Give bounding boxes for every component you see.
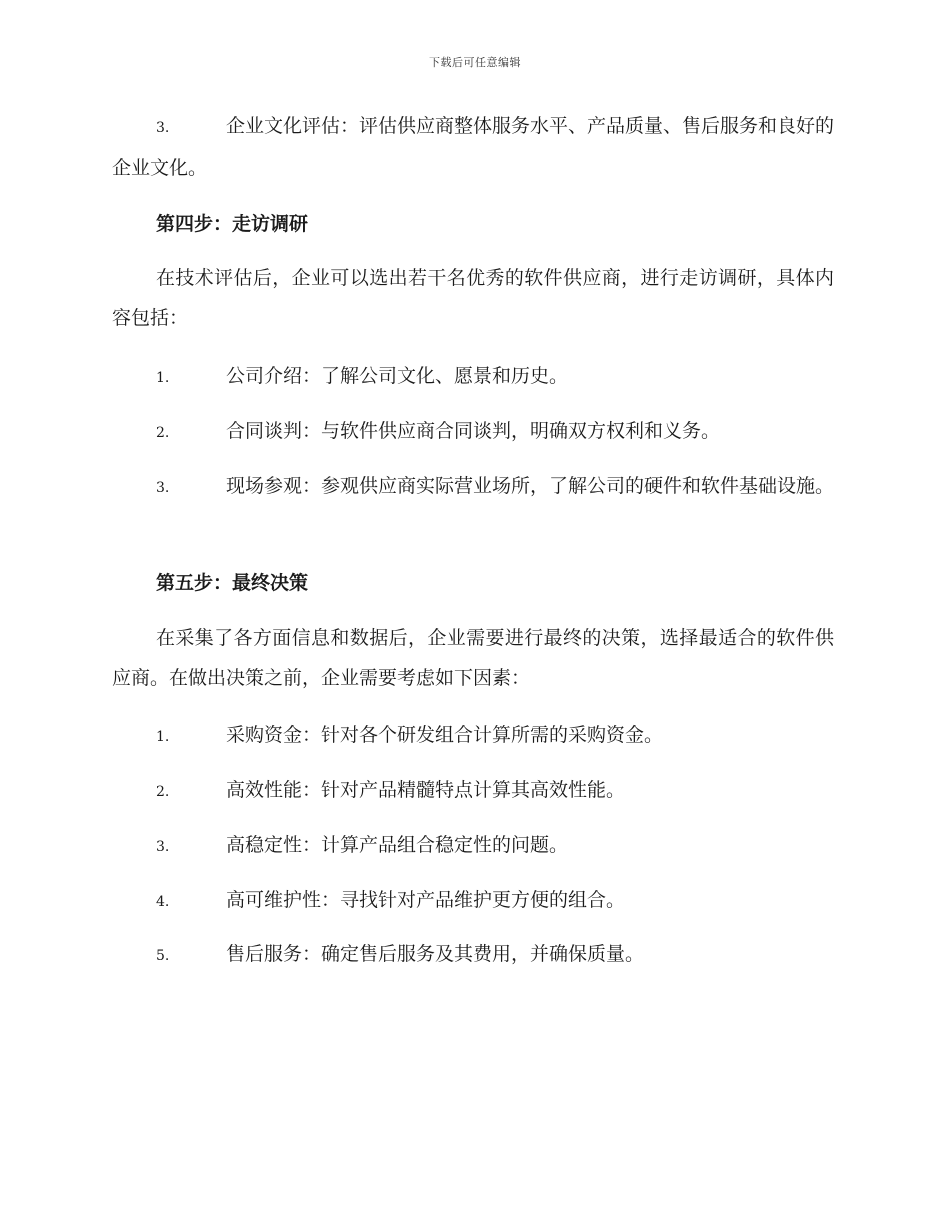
list-item — [112, 466, 834, 508]
list-text: 高可维护性：寻找针对产品维护更方便的组合。 — [226, 889, 626, 911]
list-item — [112, 934, 834, 976]
list-number: 1. — [156, 370, 170, 386]
list-number: 4. — [156, 894, 170, 910]
list-number: 3. — [156, 839, 170, 855]
list-text: 高稳定性：计算产品组合稳定性的问题。 — [226, 834, 569, 856]
list-item — [112, 880, 834, 922]
list-number: 3. — [156, 120, 170, 136]
list-item — [112, 411, 834, 453]
list-text: 高效性能：针对产品精髓特点计算其高效性能。 — [226, 779, 626, 801]
paragraph: 在技术评估后，企业可以选出若干名优秀的软件供应商，进行走访调研，具体内容包括： — [112, 267, 834, 329]
list-text: 合同谈判：与软件供应商合同谈判，明确双方权利和义务。 — [226, 420, 721, 442]
list-text: 售后服务：确定售后服务及其费用，并确保质量。 — [226, 943, 645, 965]
list-number: 1. — [156, 729, 170, 745]
list-text: 公司介绍：了解公司文化、愿景和历史。 — [226, 365, 569, 387]
list-item — [112, 715, 834, 757]
paragraph: 在采集了各方面信息和数据后，企业需要进行最终的决策，选择最适合的软件供应商。在做出决策之前，企业需要考虑如下因素： — [112, 627, 834, 689]
list-item — [112, 356, 834, 398]
list-number: 3. — [156, 480, 170, 496]
list-text: 企业文化评估：评估供应商整体服务水平、产品质量、售后服务和良好的企业文化。 — [112, 115, 835, 179]
page-header: 下载后可任意编辑 — [429, 56, 521, 69]
list-item — [112, 770, 834, 812]
list-item — [112, 825, 834, 867]
list-text: 现场参观：参观供应商实际营业场所，了解公司的硬件和软件基础设施。 — [226, 475, 835, 497]
list-text: 采购资金：针对各个研发组合计算所需的采购资金。 — [226, 724, 664, 746]
list-item — [112, 106, 834, 188]
list-number: 2. — [156, 425, 170, 441]
section-heading: 第四步：走访调研 — [156, 213, 309, 235]
list-number: 2. — [156, 784, 170, 800]
section-heading: 第五步：最终决策 — [156, 572, 309, 594]
list-number: 5. — [156, 948, 170, 964]
